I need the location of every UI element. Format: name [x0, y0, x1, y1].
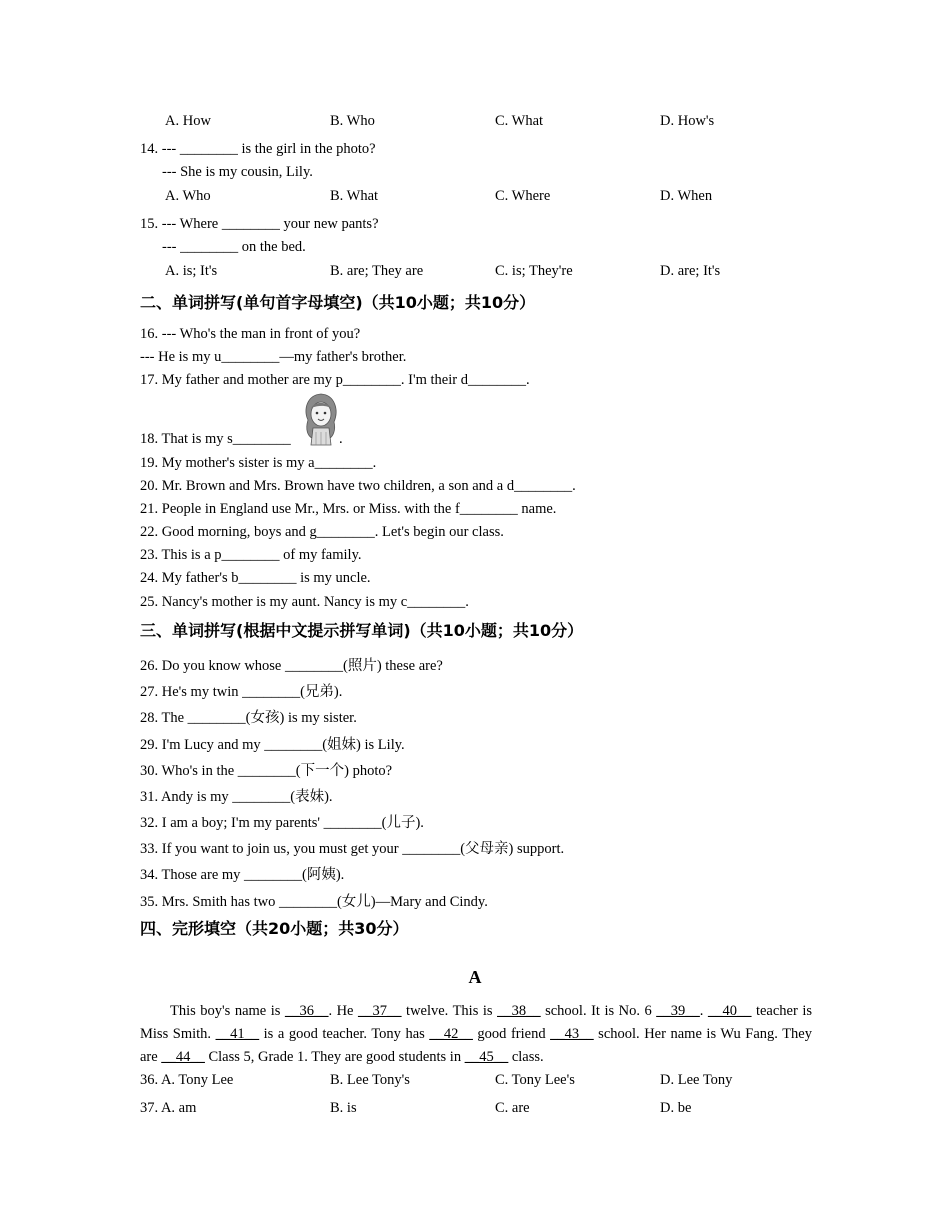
q13-option-a: A. How	[165, 113, 211, 129]
q32: 32. I am a boy; I'm my parents' ________(儿子).	[140, 815, 424, 831]
q18	[140, 431, 291, 448]
girl-cartoon-icon	[299, 392, 343, 446]
blank-39: __39__	[656, 1003, 700, 1019]
q18-period: .	[339, 431, 343, 447]
p-text-7: is a good teacher. Tony has	[259, 1026, 430, 1042]
q15-line1: 15. --- Where ________ your new pants?	[140, 216, 379, 232]
q31: 31. Andy is my ________(表妹).	[140, 789, 333, 805]
q36-options	[140, 1072, 800, 1092]
blank-43: __43__	[550, 1026, 594, 1042]
blank-37: __37__	[358, 1003, 402, 1019]
p-text-8: good friend	[472, 1026, 551, 1042]
q37-option-a: 37. A. am	[140, 1100, 197, 1116]
q36-option-c: C. Tony Lee's	[495, 1072, 575, 1088]
q37-options	[140, 1100, 800, 1120]
q14-option-d: D. When	[660, 188, 713, 204]
q19: 19. My mother's sister is my a________.	[140, 455, 377, 471]
q33: 33. If you want to join us, you must get your ________(父母亲) support.	[140, 841, 565, 857]
blank-44: __44__	[161, 1049, 205, 1065]
q26: 26. Do you know whose ________(照片) these are?	[140, 658, 443, 674]
q15-option-d: D. are; It's	[660, 263, 721, 279]
p-text-11: class.	[508, 1049, 544, 1065]
section2-heading: 二、单词拼写(单句首字母填空)（共10小题；共10分）	[140, 293, 536, 312]
q15-line2: --- ________ on the bed.	[162, 239, 306, 255]
q14-option-a: A. Who	[165, 188, 211, 204]
blank-42: __42__	[429, 1026, 473, 1042]
q13-options	[165, 113, 825, 133]
p-text-4: school. It is No. 6	[540, 1003, 657, 1019]
q30: 30. Who's in the ________(下一个) photo?	[140, 763, 393, 779]
p-text-9: school. Her name is Wu Fang. They are	[140, 1026, 812, 1065]
q36-option-d: D. Lee Tony	[660, 1072, 733, 1088]
blank-38: __38__	[497, 1003, 541, 1019]
q15-option-b: B. are; They are	[330, 263, 424, 279]
q14-line2: --- She is my cousin, Lily.	[162, 164, 313, 180]
q13-option-d: D. How's	[660, 113, 715, 129]
q35: 35. Mrs. Smith has two ________(女儿)—Mary and Cindy.	[140, 894, 488, 910]
q34: 34. Those are my ________(阿姨).	[140, 867, 345, 883]
q24: 24. My father's b________ is my uncle.	[140, 570, 371, 586]
q27: 27. He's my twin ________(兄弟).	[140, 684, 343, 700]
q29: 29. I'm Lucy and my ________(姐妹) is Lily.	[140, 737, 405, 753]
q14-option-c: C. Where	[495, 188, 551, 204]
p-text-3: twelve. This is	[401, 1003, 498, 1019]
p-text-1: This boy's name is	[170, 1003, 285, 1019]
q21: 21. People in England use Mr., Mrs. or Miss. with the f________ name.	[140, 501, 557, 517]
p-text-2: . He	[328, 1003, 359, 1019]
q13-option-b: B. Who	[330, 113, 375, 129]
q15-option-a: A. is; It's	[165, 263, 218, 279]
q14-options	[165, 188, 825, 208]
q22: 22. Good morning, boys and g________. Let's begin our class.	[140, 524, 504, 540]
q14-option-b: B. What	[330, 188, 379, 204]
q18-text: 18. That is my s________	[140, 431, 291, 447]
passage-title: A	[468, 967, 482, 987]
blank-40: __40__	[707, 1003, 752, 1019]
q37-option-c: C. are	[495, 1100, 530, 1116]
q37-option-b: B. is	[330, 1100, 357, 1116]
q37-option-d: D. be	[660, 1100, 692, 1116]
q25: 25. Nancy's mother is my aunt. Nancy is my c________.	[140, 594, 469, 610]
q36-option-a: 36. A. Tony Lee	[140, 1072, 234, 1088]
q13-option-c: C. What	[495, 113, 544, 129]
q20: 20. Mr. Brown and Mrs. Brown have two children, a son and a d________.	[140, 478, 576, 494]
cloze-passage	[140, 1000, 812, 1069]
q36-option-b: B. Lee Tony's	[330, 1072, 410, 1088]
p-text-6: teacher is Miss Smith.	[140, 1003, 813, 1042]
q16-line1: 16. --- Who's the man in front of you?	[140, 326, 361, 342]
q28: 28. The ________(女孩) is my sister.	[140, 710, 357, 726]
section4-heading: 四、完形填空（共20小题；共30分）	[140, 919, 409, 938]
q17: 17. My father and mother are my p________. I'm their d________.	[140, 372, 530, 388]
q14-line1: 14. --- ________ is the girl in the photo?	[140, 141, 376, 157]
blank-36: __36__	[284, 1003, 329, 1019]
q15-options	[165, 263, 825, 283]
q15-option-c: C. is; They're	[495, 263, 573, 279]
q16-line2: --- He is my u________—my father's brother.	[140, 349, 407, 365]
p-text-10: Class 5, Grade 1. They are good students in	[204, 1049, 465, 1065]
p-text-5: .	[699, 1003, 708, 1019]
q23: 23. This is a p________ of my family.	[140, 547, 362, 563]
blank-45: __45__	[464, 1049, 509, 1065]
section3-heading: 三、单词拼写(根据中文提示拼写单词)（共10小题；共10分）	[140, 621, 584, 640]
blank-41: __41__	[215, 1026, 260, 1042]
